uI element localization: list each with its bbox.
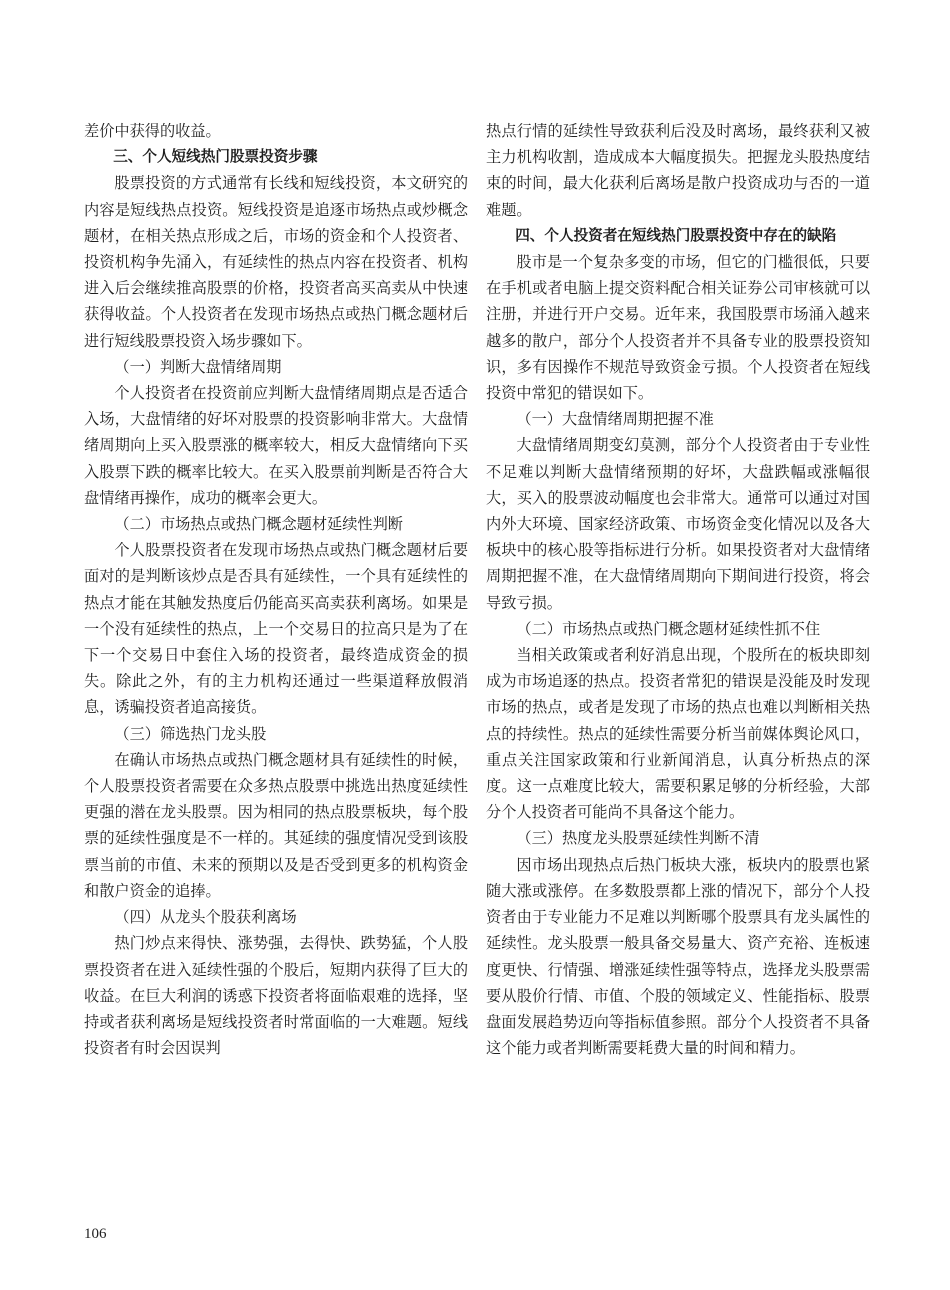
paragraph: 热点行情的延续性导致获利后没及时离场，最终获利又被主力机构收割，造成成本大幅度损失。把握龙头股热度结束的时间，最大化获利后离场是散户投资成功与否的一道难题。 bbox=[486, 122, 870, 219]
subsection-heading: （四）从龙头个股获利离场 bbox=[114, 908, 297, 927]
paragraph: 大盘情绪周期变幻莫测，部分个人投资者由于专业性不足难以判断大盘情绪预期的好坏，大盘跌幅或涨幅很大，买入的股票波动幅度也会非常大。通常可以通过对国内外大环境、国家经济政策、市场资金变化情况以及各大板块中的核心股等指标进行分析。如果投资者对大盘情绪周期把握不准，在大盘情绪周期向下期间进行投资，将会导致亏损。 bbox=[486, 436, 870, 612]
subsection-heading: （一）判断大盘情绪周期 bbox=[114, 357, 282, 376]
paragraph: 个人股票投资者在发现市场热点或热门概念题材后要面对的是判断该炒点是否具有延续性，一个具有延续性的热点才能在其触发热度后仍能高买高卖获利离场。如果是一个没有延续性的热点，上一个交易日的拉高只是为了在下一个交易日中套住入场的投资者，最终造成资金的损失。除此之外，有的主力机构还通过一些渠道释放假消息，诱骗投资者追高接货。 bbox=[84, 541, 468, 717]
subsection-heading: （三）筛选热门龙头股 bbox=[114, 724, 267, 743]
right-column bbox=[486, 118, 870, 1061]
paragraph: 差价中获得的收益。 bbox=[84, 122, 221, 140]
section-heading: 四、个人投资者在短线热门股票投资中存在的缺陷 bbox=[515, 226, 837, 244]
page-number: 106 bbox=[84, 1226, 107, 1242]
paragraph: 股市是一个复杂多变的市场，但它的门槛很低，只要在手机或者电脑上提交资料配合相关证券公司审核就可以注册，并进行开户交易。近年来，我国股票市场涌入越来越多的散户，部分个人投资者并不具备专业的股票投资知识，多有因操作不规范导致资金亏损。个人投资者在短线投资中常犯的错误如下。 bbox=[486, 253, 870, 403]
subsection-heading: （一）大盘情绪周期把握不准 bbox=[516, 410, 714, 429]
paragraph: 因市场出现热点后热门板块大涨，板块内的股票也紧随大涨或涨停。在多数股票都上涨的情况下，部分个人投资者由于专业能力不足难以判断哪个股票具有龙头属性的延续性。龙头股票一般具备交易量大、资产充裕、连板速度更快、行情强、增涨延续性强等特点，选择龙头股票需要从股价行情、市值、个股的领域定义、性能指标、股票盘面发展趋势迈向等指标值参照。部分个人投资者不具备这个能力或者判断需要耗费大量的时间和精力。 bbox=[486, 855, 870, 1058]
paragraph: 股票投资的方式通常有长线和短线投资，本文研究的内容是短线热点投资。短线投资是追逐市场热点或炒概念题材，在相关热点形成之后，市场的资金和个人投资者、投资机构争先涌入，有延续性的热点内容在投资者、机构进入后会继续推高股票的价格，投资者高买高卖从中快速获得收益。个人投资者在发现市场热点或热门概念题材后进行短线股票投资入场步骤如下。 bbox=[84, 174, 468, 350]
subsection-heading: （二）市场热点或热门概念题材延续性判断 bbox=[114, 515, 403, 534]
left-column bbox=[84, 118, 468, 1061]
section-heading: 三、个人短线热门股票投资步骤 bbox=[113, 148, 318, 166]
subsection-heading: （三）热度龙头股票延续性判断不清 bbox=[516, 829, 760, 848]
paragraph: 热门炒点来得快、涨势强，去得快、跌势猛，个人股票投资者在进入延续性强的个股后，短期内获得了巨大的收益。在巨大利润的诱惑下投资者将面临艰难的选择，坚持或者获利离场是短线投资者时常面临的一大难题。短线投资者有时会因误判 bbox=[84, 934, 468, 1058]
subsection-heading: （二）市场热点或热门概念题材延续性抓不住 bbox=[516, 619, 821, 638]
paragraph: 在确认市场热点或热门概念题材具有延续性的时候，个人股票投资者需要在众多热点股票中挑选出热度延续性更强的潜在龙头股票。因为相同的热点股票板块，每个股票的延续性强度是不一样的。其延续的强度情况受到该股票当前的市值、未来的预期以及是否受到更多的机构资金和散户资金的追捧。 bbox=[84, 750, 468, 900]
paragraph: 当相关政策或者利好消息出现，个股所在的板块即刻成为市场追逐的热点。投资者常犯的错误是没能及时发现市场的热点，或者是发现了市场的热点也难以判断相关热点的持续性。热点的延续性需要分析当前媒体舆论风口，重点关注国家政策和行业新闻消息，认真分析热点的深度。这一点难度比较大，需要积累足够的分析经验，大部分个人投资者可能尚不具备这个能力。 bbox=[486, 646, 870, 822]
paragraph: 个人投资者在投资前应判断大盘情绪周期点是否适合入场，大盘情绪的好坏对股票的投资影响非常大。大盘情绪周期向上买入股票涨的概率较大，相反大盘情绪向下买入股票下跌的概率比较大。在买入股票前判断是否符合大盘情绪再操作，成功的概率会更大。 bbox=[84, 384, 468, 507]
